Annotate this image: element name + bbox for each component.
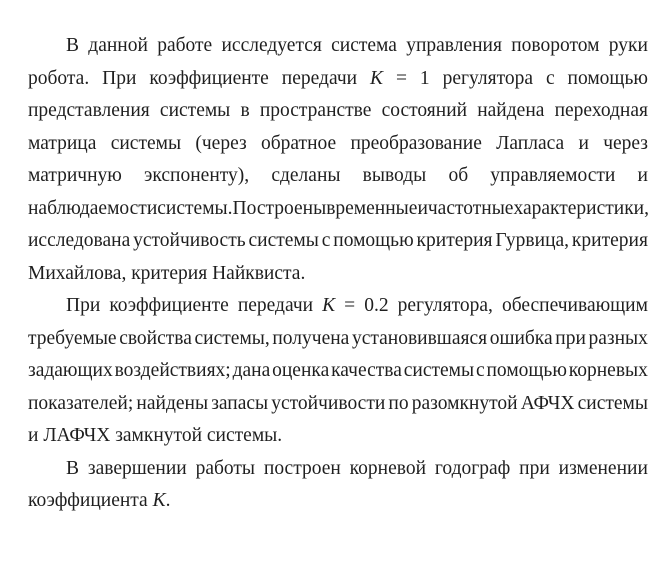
text-line [28,388,648,421]
word: состояний [381,100,468,121]
word: воздействиях; [114,360,231,381]
word: поворотом [511,35,600,56]
word: передачи [281,67,358,89]
word: управления [406,35,502,56]
word: преобразование [350,132,482,154]
word: В [66,35,80,56]
word: экспоненту), [144,165,250,186]
word: в [240,100,250,121]
word: представления [28,100,150,121]
word: критерия [416,230,493,251]
word: ошибка [489,327,553,349]
word: Построены [232,197,327,219]
word: коэффициенте [109,295,229,316]
word: критерия [571,230,648,251]
word [153,485,171,518]
text-line [28,485,648,518]
text-line [28,355,648,388]
word: завершении [87,457,187,479]
word: сделаны [271,165,341,186]
word: по [388,392,409,414]
text-line [28,95,648,128]
word: системы, [194,327,270,349]
math-symbol: K [370,67,384,89]
word: частотные [427,197,514,219]
word: с [321,230,331,251]
word: характеристики, [513,197,649,219]
word: найдены [136,392,209,414]
word: регулятора [442,67,533,89]
word: и [578,132,589,154]
word: об [448,165,469,186]
word: работе [157,35,213,56]
paragraph [28,30,648,290]
word: наблюдаемости [28,197,158,219]
word: При [102,67,137,89]
word: через [603,132,648,154]
word: требуемые [28,327,117,349]
word: и [637,165,648,186]
word: Найквиста. [212,262,306,284]
word: качества [331,360,402,381]
text-line [28,290,648,323]
word: исследуется [221,35,322,56]
word: обратное [260,132,337,154]
word: система [331,35,397,56]
word: и [417,197,428,219]
word: системы [248,230,319,251]
word: системы [159,100,231,121]
word: при [555,327,586,349]
word [370,63,383,96]
word: переходная [554,100,648,121]
word: запасы [211,392,269,414]
word: помощью [333,230,414,251]
word: построен [263,457,341,479]
word: системы. [157,197,233,219]
word: системы. [206,425,283,446]
word: обеспечивающим [501,295,648,316]
word: Гурвица, [495,230,570,251]
paragraph [28,290,648,453]
text-line [28,258,648,291]
word: регулятора, [397,295,493,316]
word: пространстве [259,100,372,121]
text-line [28,453,648,486]
word: свойства [119,327,192,349]
word: установившаяся [351,327,488,349]
word: В [66,457,80,479]
math-symbol: K [152,490,166,511]
word: системы [110,132,182,154]
word: показателей; [28,392,134,414]
text-line [28,160,648,193]
word: дана [232,360,271,381]
word: матрица [28,132,97,154]
word: временные [326,197,418,219]
word: замкнутой [115,425,203,446]
text-line [28,30,648,63]
text-line [28,193,648,226]
word [322,290,335,323]
word: критерия [131,262,208,284]
abstract-text [28,30,648,518]
word: разомкнутой [411,392,518,414]
text-line [28,420,648,453]
word: исследована [28,230,131,251]
math-symbol: K [322,295,336,316]
word: с [475,360,485,381]
word: (через [195,132,247,154]
word: корневой [349,457,427,479]
word: устойчивости [271,392,386,414]
word: передачи [237,295,314,316]
word: системы [403,360,475,381]
word: разных [588,327,648,349]
text-line [28,225,648,258]
word: Михайлова, [28,262,127,284]
word: с [545,67,555,89]
word: работы [195,457,256,479]
word: = [395,67,407,89]
word: = [344,295,356,316]
word: корневых [568,360,648,381]
word: задающих [28,360,113,381]
word: оценка [272,360,330,381]
word: системы [577,392,648,414]
word: матричную [28,165,122,186]
word: 1 [419,67,430,89]
word: найдена [477,100,545,121]
word: 0.2 [364,295,389,316]
word: При [66,295,101,316]
word: получена [272,327,350,349]
word: коэффициенте [149,67,269,89]
text-line [28,128,648,161]
word: данной [88,35,148,56]
word: коэффициента [28,490,148,511]
word: помощью [567,67,648,89]
word: ЛАФЧХ [43,425,111,446]
word: устойчивость [133,230,246,251]
word: годограф [434,457,511,479]
word: руки [608,35,648,56]
text-line [28,323,648,356]
word: помощью [486,360,567,381]
word: АФЧХ [520,392,575,414]
word: при [519,457,550,479]
word: Лапласа [496,132,565,154]
word: изменении [558,457,648,479]
word: выводы [362,165,427,186]
word: робота. [28,67,90,89]
paragraph [28,453,648,518]
word: управляемости [490,165,616,186]
word: и [28,425,39,446]
text-run: . [165,490,171,511]
text-line [28,63,648,96]
